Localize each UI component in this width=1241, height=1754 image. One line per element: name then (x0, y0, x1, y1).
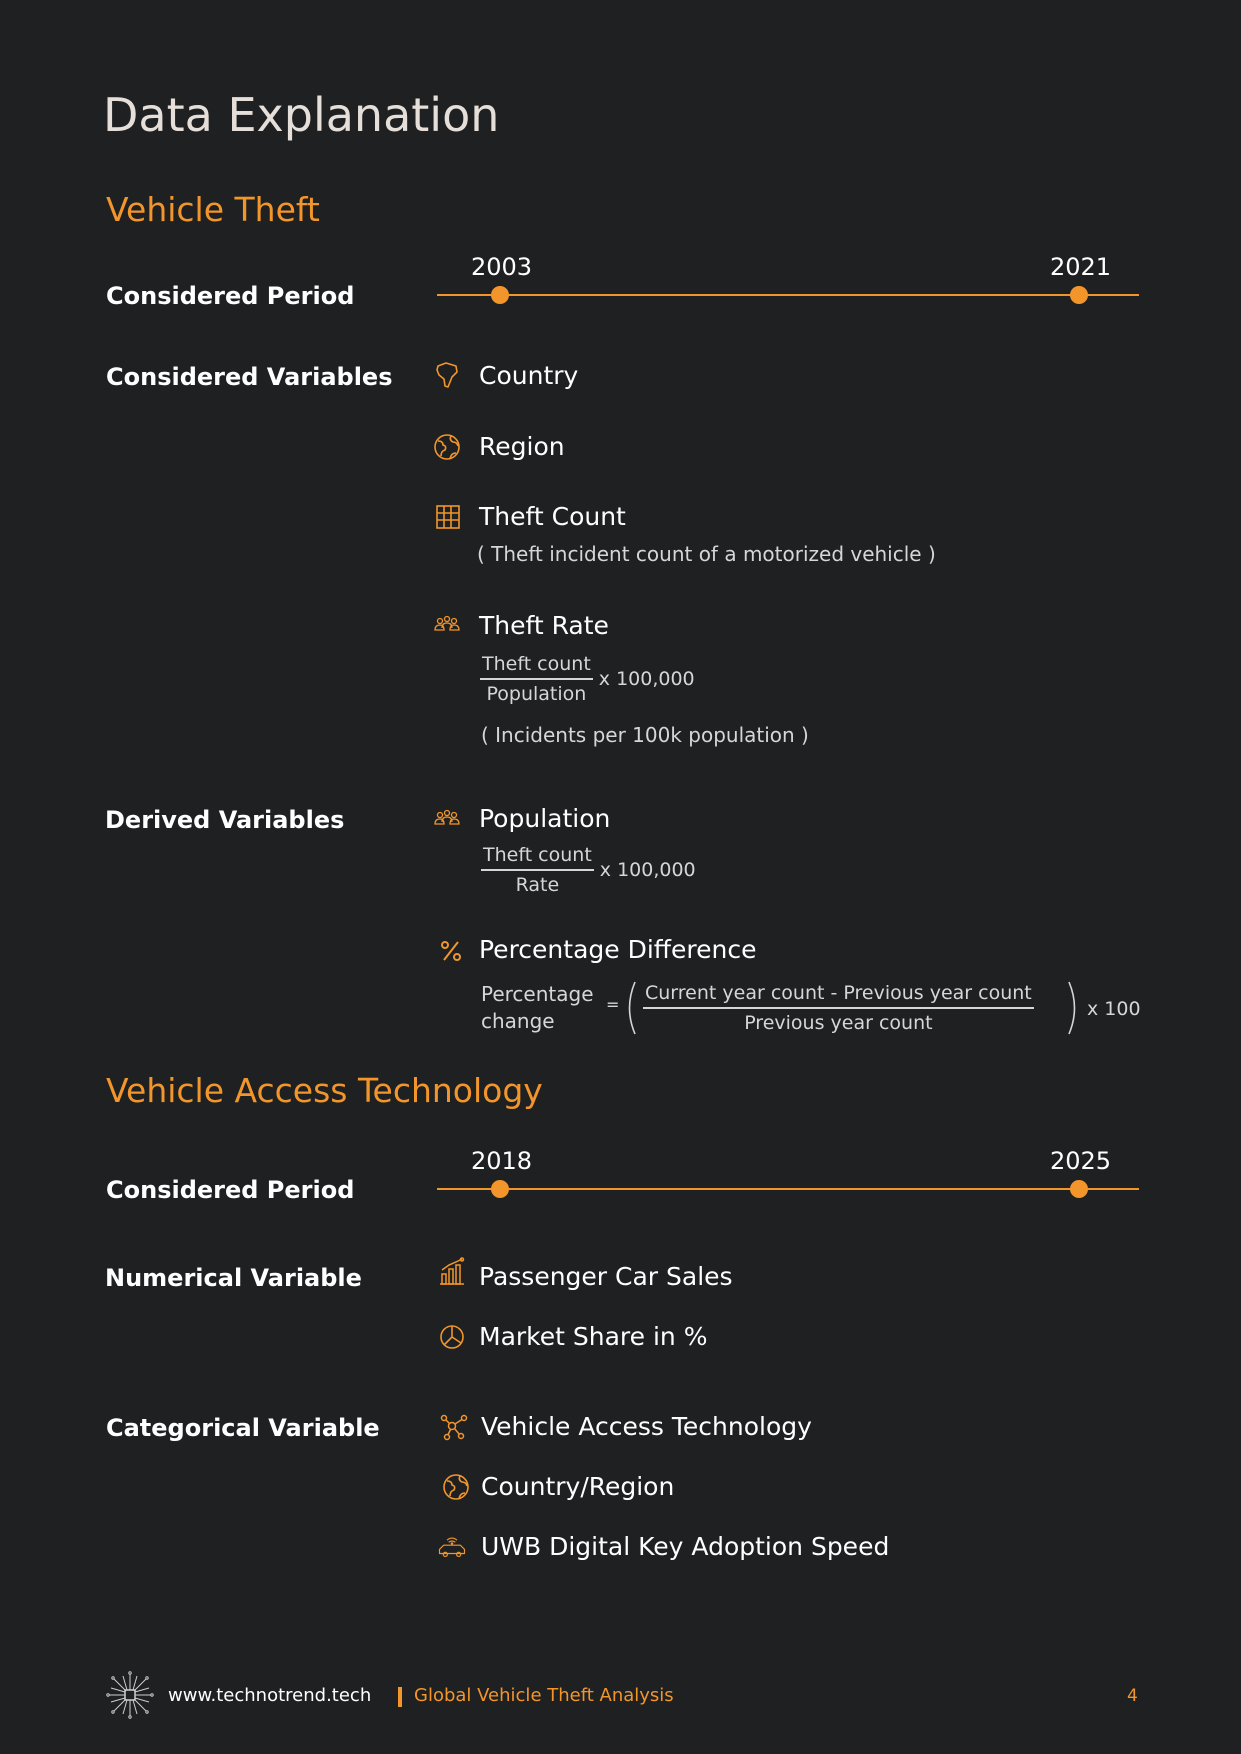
page-title: Data Explanation (103, 88, 500, 142)
period-start-year: 2018 (471, 1147, 533, 1175)
variable-region: Region (479, 432, 565, 461)
formula-multiplier: x 100,000 (598, 668, 695, 690)
variable-passenger-car-sales: Passenger Car Sales (479, 1262, 733, 1291)
section-heading-vehicle-access-technology: Vehicle Access Technology (106, 1071, 543, 1110)
network-nodes-icon (439, 1411, 469, 1441)
percent-icon (436, 936, 466, 966)
formula-denominator: Previous year count (744, 1012, 933, 1034)
period-start-marker (491, 286, 509, 304)
left-paren (622, 980, 638, 1036)
percentage-change-lhs (481, 981, 594, 1035)
period-start-year: 2003 (471, 253, 533, 281)
formula-lhs-line2: change (481, 1009, 555, 1033)
section-heading-vehicle-theft: Vehicle Theft (106, 190, 320, 229)
technotrend-logo (103, 1668, 157, 1722)
variable-country: Country (479, 361, 579, 390)
footer-url-link[interactable]: www.technotrend.tech (168, 1685, 372, 1706)
theft-count-note: ( Theft incident count of a motorized vehicle ) (477, 542, 936, 566)
formula-numerator: Theft count (480, 653, 593, 680)
people-group-icon (432, 804, 462, 834)
bar-chart-icon (437, 1257, 467, 1287)
variable-population: Population (479, 804, 611, 833)
variable-uwb-digital-key: UWB Digital Key Adoption Speed (481, 1532, 890, 1561)
considered-period-label: Considered Period (106, 282, 355, 310)
formula-numerator: Current year count - Previous year count (643, 982, 1034, 1009)
period-timeline (437, 294, 1139, 296)
period-timeline (437, 1188, 1139, 1190)
period-end-marker (1070, 286, 1088, 304)
period-start-marker (491, 1180, 509, 1198)
period-end-year: 2021 (1050, 253, 1112, 281)
theft-rate-note: ( Incidents per 100k population ) (481, 723, 809, 747)
variable-market-share: Market Share in % (479, 1322, 708, 1351)
variable-percentage-difference: Percentage Difference (479, 935, 757, 964)
formula-denominator: Population (486, 683, 587, 705)
pie-chart-icon (437, 1322, 467, 1352)
map-outline-icon (432, 360, 462, 390)
formula-multiplier: x 100 (1087, 998, 1141, 1020)
grid-table-icon (433, 502, 463, 532)
theft-rate-formula (480, 653, 695, 705)
globe-icon (432, 432, 462, 462)
variable-vehicle-access-technology: Vehicle Access Technology (481, 1412, 812, 1441)
globe-icon (441, 1472, 471, 1502)
numerical-variable-label: Numerical Variable (105, 1264, 362, 1292)
considered-variables-label: Considered Variables (106, 363, 393, 391)
considered-period-label: Considered Period (106, 1176, 355, 1204)
formula-denominator: Rate (515, 874, 560, 896)
connected-car-icon (437, 1531, 473, 1561)
percentage-change-fraction (643, 982, 1034, 1034)
footer-document-title: Global Vehicle Theft Analysis (414, 1685, 674, 1706)
period-end-marker (1070, 1180, 1088, 1198)
right-paren (1066, 980, 1082, 1036)
page-number: 4 (1127, 1686, 1138, 1706)
variable-theft-count: Theft Count (479, 502, 626, 531)
formula-lhs-line1: Percentage (481, 982, 594, 1006)
derived-variables-label: Derived Variables (105, 806, 345, 834)
categorical-variable-label: Categorical Variable (106, 1414, 380, 1442)
formula-numerator: Theft count (481, 844, 594, 871)
people-group-icon (432, 610, 462, 640)
footer-separator (398, 1687, 402, 1707)
population-formula (481, 844, 696, 896)
variable-country-region: Country/Region (481, 1472, 675, 1501)
formula-multiplier: x 100,000 (599, 859, 696, 881)
variable-theft-rate: Theft Rate (479, 611, 609, 640)
formula-equals: = (606, 995, 620, 1014)
period-end-year: 2025 (1050, 1147, 1112, 1175)
